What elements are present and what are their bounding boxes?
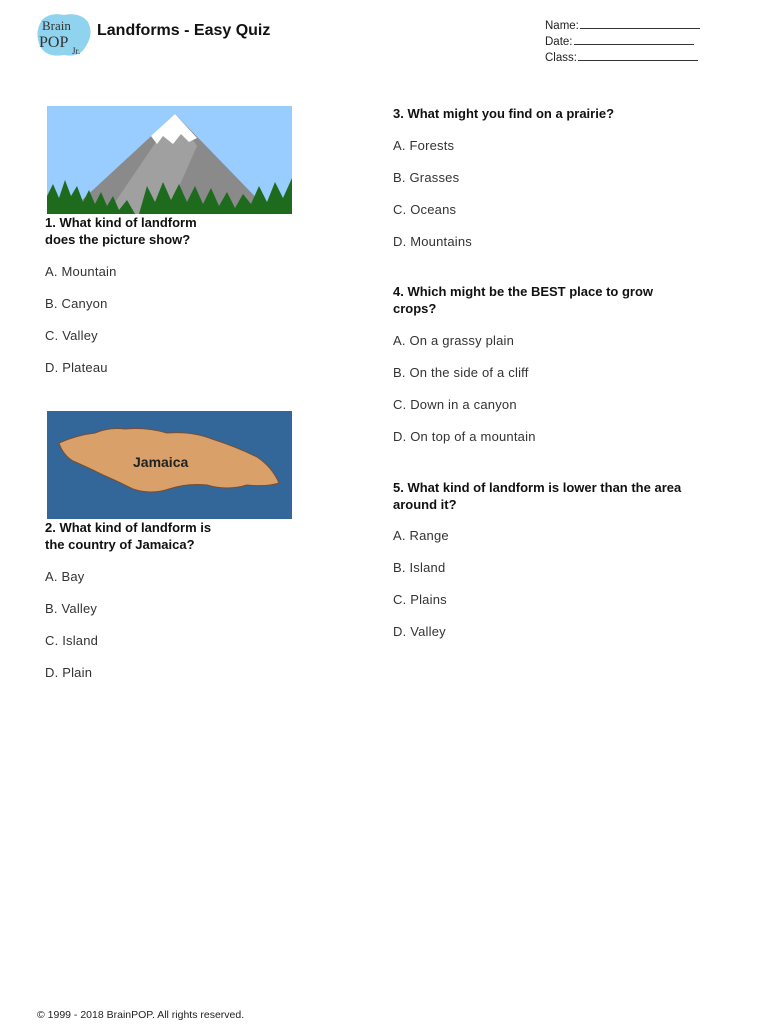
mountain-picture [47, 106, 292, 214]
jamaica-label: Jamaica [133, 454, 189, 470]
q4-option-a[interactable]: A. On a grassy plain [393, 333, 515, 348]
question-4-line-2: crops? [393, 301, 437, 316]
question-1-line-2: does the picture show? [45, 232, 191, 247]
question-4-line-1: 4. Which might be the BEST place to grow [393, 284, 654, 299]
student-info-fields [545, 18, 700, 66]
question-4 [393, 283, 653, 317]
q3-option-c[interactable]: C. Oceans [393, 202, 457, 217]
name-line[interactable] [580, 18, 700, 29]
q3-option-d[interactable]: D. Mountains [393, 234, 472, 249]
date-line[interactable] [574, 34, 694, 45]
question-5 [393, 479, 681, 513]
class-label: Class: [545, 52, 577, 64]
q3-option-a[interactable]: A. Forests [393, 138, 455, 153]
q5-option-b[interactable]: B. Island [393, 560, 446, 575]
logo-text-jr: Jr. [72, 46, 81, 56]
brainpop-jr-logo [36, 12, 92, 58]
q5-option-c[interactable]: C. Plains [393, 592, 447, 607]
q2-option-a[interactable]: A. Bay [45, 569, 85, 584]
q4-option-b[interactable]: B. On the side of a cliff [393, 365, 529, 380]
page-title: Landforms - Easy Quiz [97, 22, 271, 39]
question-2-line-1: 2. What kind of landform is [45, 520, 212, 535]
question-5-line-1: 5. What kind of landform is lower than the area [393, 480, 682, 495]
q2-option-b[interactable]: B. Valley [45, 601, 98, 616]
jamaica-map-picture [47, 411, 292, 519]
question-3-line-1: 3. What might you find on a prairie? [393, 106, 615, 121]
class-field[interactable] [545, 50, 700, 66]
q2-option-c[interactable]: C. Island [45, 633, 99, 648]
q1-option-c[interactable]: C. Valley [45, 328, 98, 343]
class-line[interactable] [578, 50, 698, 61]
q5-option-a[interactable]: A. Range [393, 528, 449, 543]
q2-option-d[interactable]: D. Plain [45, 665, 93, 680]
q4-option-c[interactable]: C. Down in a canyon [393, 397, 517, 412]
question-2-line-2: the country of Jamaica? [45, 537, 195, 552]
question-2 [45, 519, 211, 553]
question-3 [393, 105, 614, 122]
question-5-line-2: around it? [393, 497, 457, 512]
q5-option-d[interactable]: D. Valley [393, 624, 446, 639]
date-field[interactable] [545, 34, 700, 50]
name-field[interactable] [545, 18, 700, 34]
question-1-line-1: 1. What kind of landform [45, 215, 197, 230]
logo-text-pop: POP [39, 34, 69, 51]
copyright-footer: © 1999 - 2018 BrainPOP. All rights reserved. [37, 1009, 245, 1021]
date-label: Date: [545, 36, 573, 48]
q4-option-d[interactable]: D. On top of a mountain [393, 429, 536, 444]
q3-option-b[interactable]: B. Grasses [393, 170, 460, 185]
q1-option-d[interactable]: D. Plateau [45, 360, 108, 375]
question-1 [45, 214, 197, 248]
q1-option-a[interactable]: A. Mountain [45, 264, 117, 279]
q1-option-b[interactable]: B. Canyon [45, 296, 108, 311]
name-label: Name: [545, 20, 579, 32]
logo-text-brain: Brain [42, 18, 71, 33]
